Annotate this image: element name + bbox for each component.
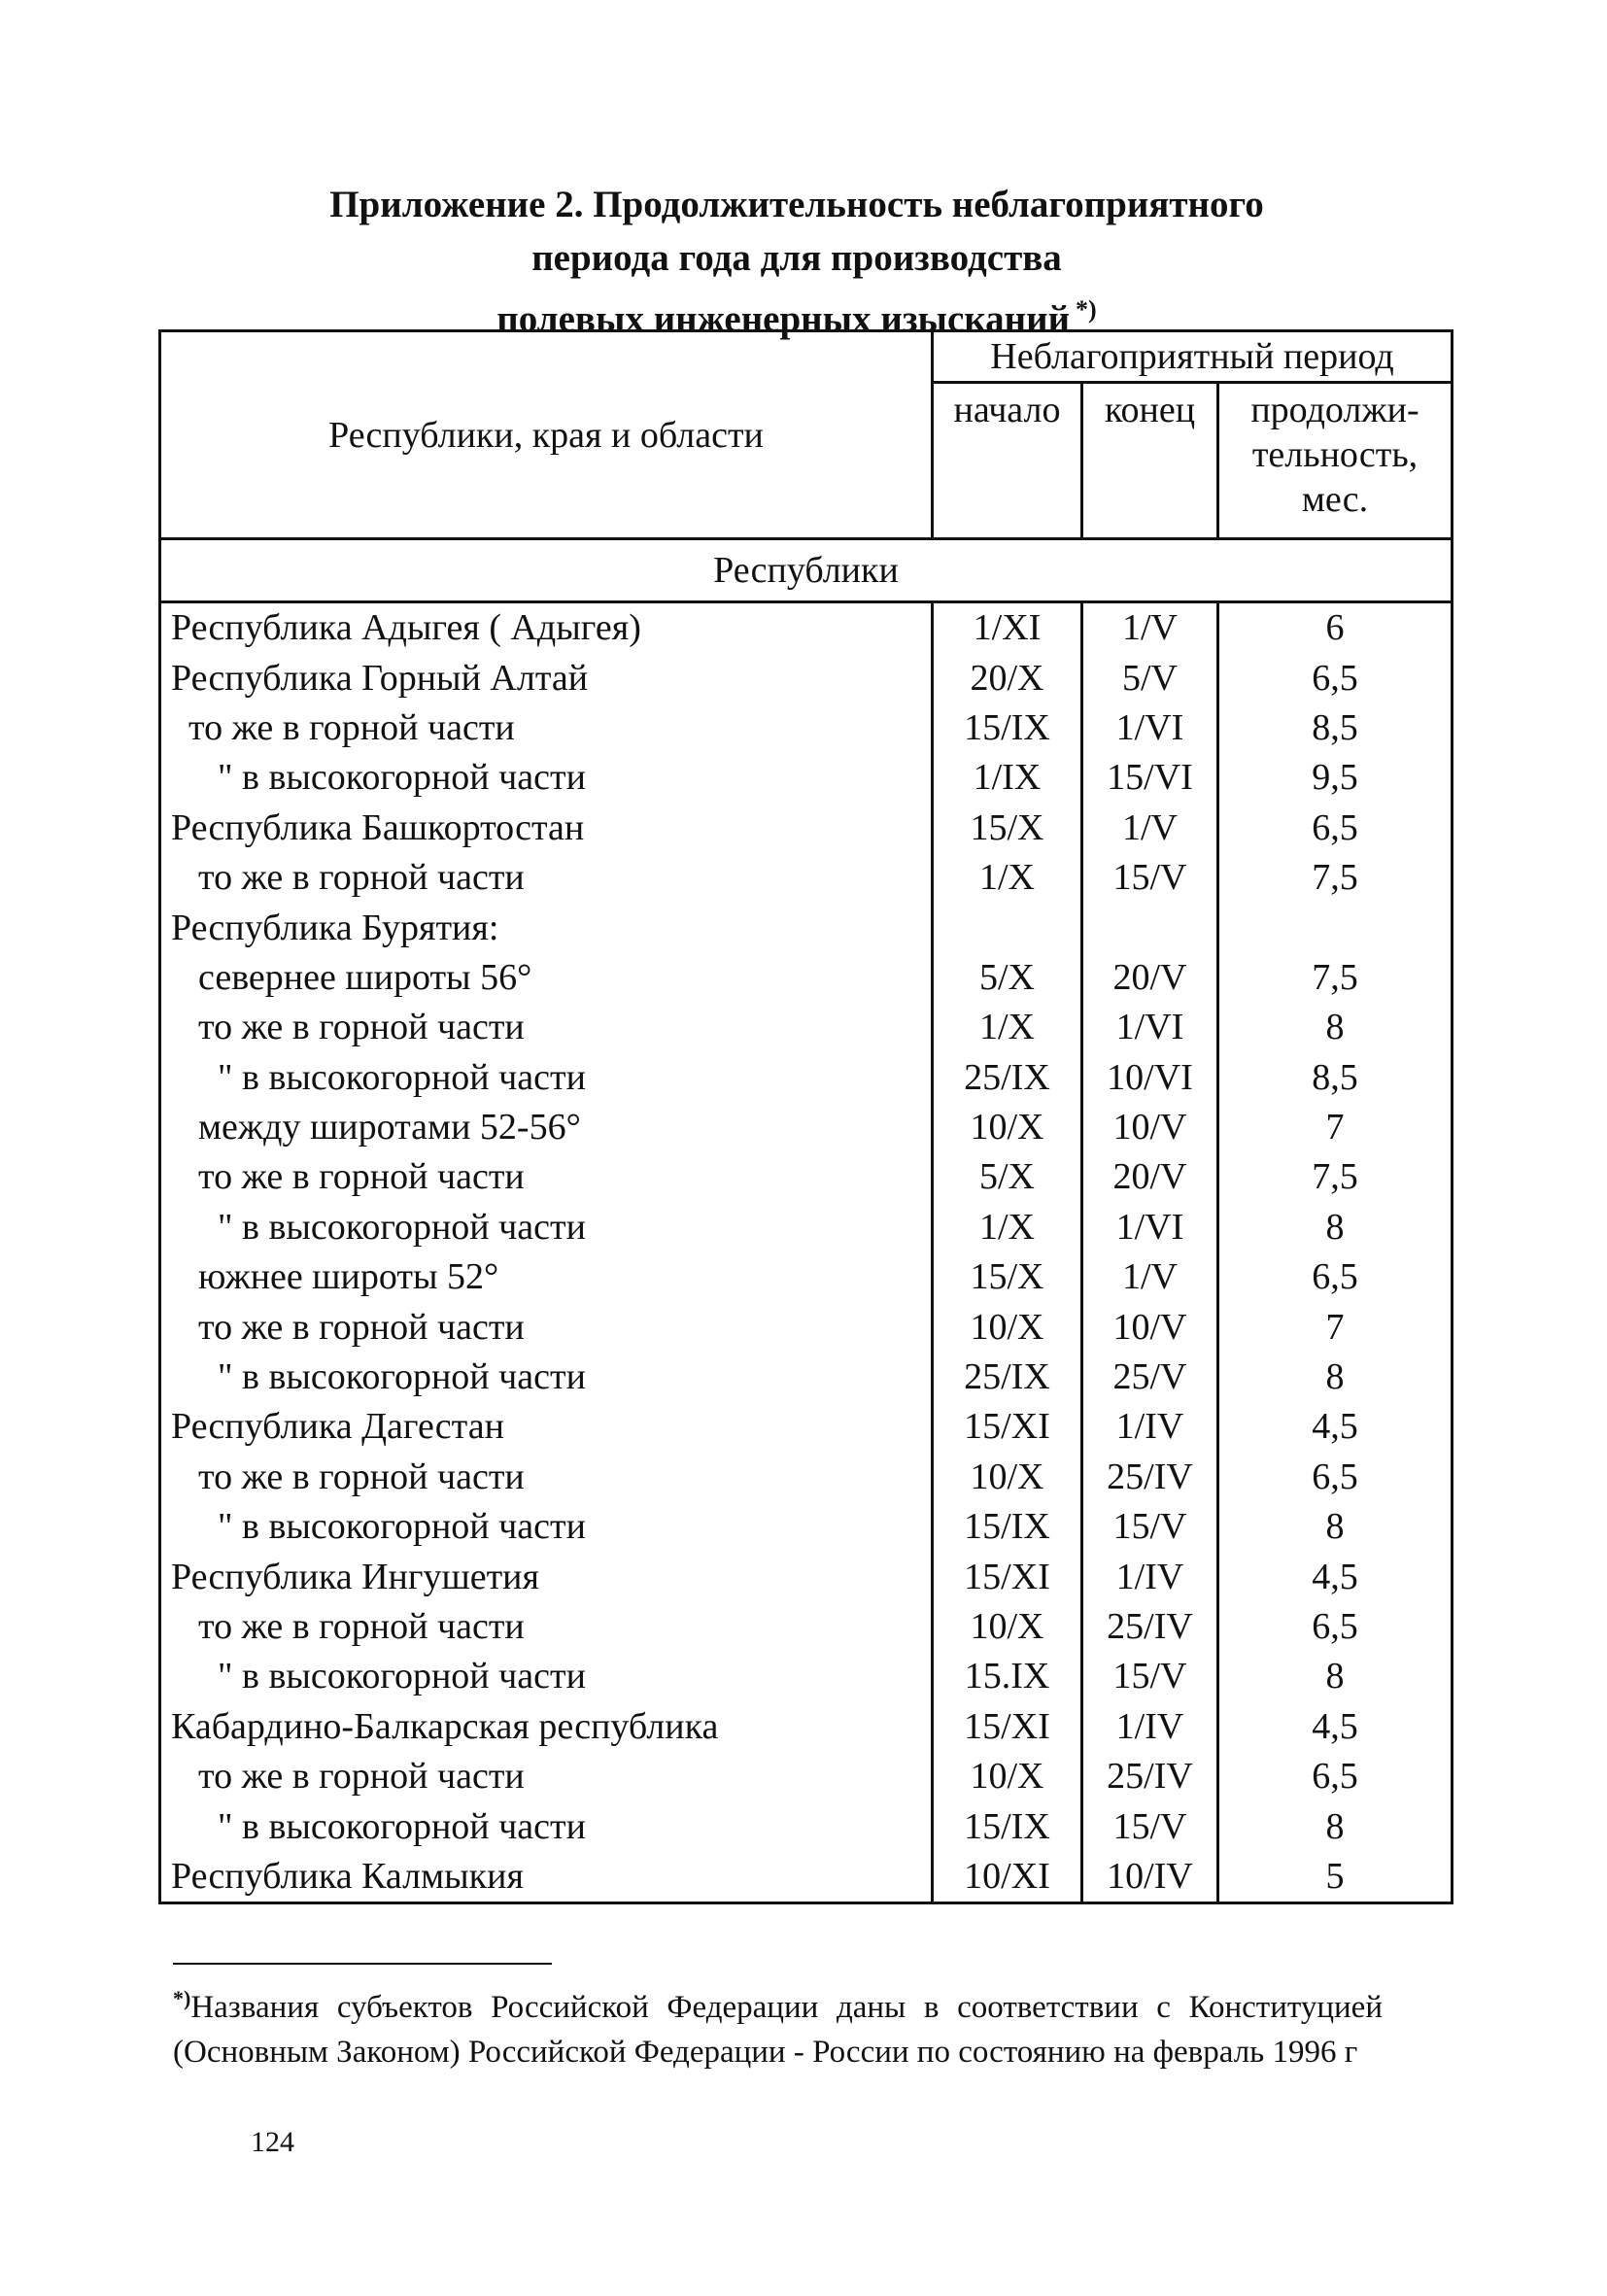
table-row <box>160 953 1453 1003</box>
region-name: " в высокогорной части <box>160 1652 933 1701</box>
period-duration: 5 <box>1218 1852 1453 1903</box>
region-name: Республика Калмыкия <box>160 1852 933 1903</box>
period-end: 1/V <box>1082 602 1218 654</box>
period-end: 20/V <box>1082 953 1218 1003</box>
period-end: 15/V <box>1082 1652 1218 1701</box>
table-row <box>160 1003 1453 1052</box>
region-name: Республика Горный Алтай <box>160 653 933 703</box>
period-duration: 7 <box>1218 1302 1453 1352</box>
period-end: 20/V <box>1082 1152 1218 1202</box>
period-duration: 6,5 <box>1218 1252 1453 1302</box>
table-body <box>160 602 1453 1903</box>
period-start: 15/IX <box>933 703 1082 753</box>
period-start: 15/XI <box>933 1552 1082 1601</box>
region-name: то же в горной части <box>160 1752 933 1801</box>
footnote-mark: *) <box>173 1986 191 2010</box>
period-end <box>1082 903 1218 952</box>
period-start: 15/XI <box>933 1402 1082 1452</box>
header-duration <box>1218 383 1453 539</box>
region-name: между широтами 52-56° <box>160 1103 933 1152</box>
period-start: 10/X <box>933 1453 1082 1502</box>
period-start: 10/X <box>933 1752 1082 1801</box>
table-row <box>160 1353 1453 1402</box>
period-end: 1/IV <box>1082 1702 1218 1752</box>
period-end: 15/V <box>1082 1801 1218 1851</box>
header-unfavorable-period: Неблагоприятный период <box>933 331 1453 383</box>
period-end: 10/V <box>1082 1103 1218 1152</box>
region-name: то же в горной части <box>160 703 933 753</box>
period-end: 1/V <box>1082 1252 1218 1302</box>
period-start: 10/X <box>933 1302 1082 1352</box>
period-start: 10/X <box>933 1602 1082 1652</box>
period-end: 1/IV <box>1082 1402 1218 1452</box>
period-duration: 4,5 <box>1218 1702 1453 1752</box>
period-start: 1/X <box>933 1203 1082 1252</box>
table-row <box>160 804 1453 853</box>
table-row <box>160 1852 1453 1903</box>
region-name: " в высокогорной части <box>160 1353 933 1402</box>
region-name: " в высокогорной части <box>160 753 933 803</box>
header-duration-line-1: продолжи- <box>1250 390 1419 430</box>
duration-table-wrapper <box>158 329 1451 1904</box>
period-start: 15/IX <box>933 1801 1082 1851</box>
title-line-2: периода года для производства <box>531 237 1062 279</box>
period-duration: 8 <box>1218 1003 1453 1052</box>
table-row <box>160 602 1453 654</box>
period-start: 15/X <box>933 804 1082 853</box>
period-duration: 8,5 <box>1218 1053 1453 1103</box>
table-row <box>160 1552 1453 1601</box>
region-name: то же в горной части <box>160 1003 933 1052</box>
region-name: Республика Башкортостан <box>160 804 933 853</box>
period-duration: 8,5 <box>1218 703 1453 753</box>
header-start: начало <box>933 383 1082 539</box>
section-republics: Республики <box>160 539 1453 602</box>
region-name: Республика Бурятия: <box>160 903 933 952</box>
period-duration: 6,5 <box>1218 1602 1453 1652</box>
region-name: Республика Ингушетия <box>160 1552 933 1601</box>
region-name: то же в горной части <box>160 1453 933 1502</box>
period-duration: 8 <box>1218 1203 1453 1252</box>
period-duration: 9,5 <box>1218 753 1453 803</box>
period-duration: 7 <box>1218 1103 1453 1152</box>
table-row <box>160 1801 1453 1851</box>
period-start: 25/IX <box>933 1053 1082 1103</box>
table-row <box>160 1502 1453 1552</box>
table-row <box>160 1053 1453 1103</box>
title-footnote-mark: *) <box>1076 295 1097 324</box>
period-end: 25/V <box>1082 1353 1218 1402</box>
period-end: 1/VI <box>1082 1003 1218 1052</box>
period-end: 10/IV <box>1082 1852 1218 1903</box>
region-name: " в высокогорной части <box>160 1203 933 1252</box>
table-row <box>160 1652 1453 1701</box>
period-duration: 8 <box>1218 1652 1453 1701</box>
period-end: 25/IV <box>1082 1602 1218 1652</box>
period-duration: 8 <box>1218 1353 1453 1402</box>
period-end: 15/VI <box>1082 753 1218 803</box>
title-line-3-text: полевых инженерных изысканий <box>496 298 1071 340</box>
period-end: 15/V <box>1082 853 1218 903</box>
table-row <box>160 903 1453 952</box>
period-duration: 6,5 <box>1218 1752 1453 1801</box>
period-start: 10/XI <box>933 1852 1082 1903</box>
period-duration: 6,5 <box>1218 653 1453 703</box>
period-duration: 6,5 <box>1218 1453 1453 1502</box>
unfavorable-period-table <box>158 329 1453 1904</box>
page-number: 124 <box>251 2126 294 2158</box>
period-start: 5/X <box>933 953 1082 1003</box>
header-region: Республики, края и области <box>160 331 933 539</box>
region-name: Республика Дагестан <box>160 1402 933 1452</box>
period-start: 1/X <box>933 853 1082 903</box>
period-duration: 7,5 <box>1218 953 1453 1003</box>
table-row <box>160 1702 1453 1752</box>
period-end: 5/V <box>1082 653 1218 703</box>
period-end: 15/V <box>1082 1502 1218 1552</box>
period-start: 1/IX <box>933 753 1082 803</box>
table-row <box>160 1752 1453 1801</box>
footnote-text: Названия субъектов Российской Федерации даны в соответствии с Конституцией (Основным Законом) Российской Федерации - России по состоянию на февраль 1996 г <box>173 1990 1383 2070</box>
title-line-1: Приложение 2. Продолжительность неблагоприятного <box>329 184 1264 225</box>
period-end: 10/V <box>1082 1302 1218 1352</box>
period-duration: 8 <box>1218 1801 1453 1851</box>
period-end: 1/IV <box>1082 1552 1218 1601</box>
period-end: 1/VI <box>1082 1203 1218 1252</box>
period-start: 15/X <box>933 1252 1082 1302</box>
period-start: 15.IX <box>933 1652 1082 1701</box>
region-name: то же в горной части <box>160 853 933 903</box>
period-start: 20/X <box>933 653 1082 703</box>
table-row <box>160 1453 1453 1502</box>
period-start <box>933 903 1082 952</box>
period-duration <box>1218 903 1453 952</box>
table-row <box>160 753 1453 803</box>
region-name: то же в горной части <box>160 1602 933 1652</box>
period-end: 10/VI <box>1082 1053 1218 1103</box>
period-end: 1/V <box>1082 804 1218 853</box>
period-start: 10/X <box>933 1103 1082 1152</box>
table-row <box>160 1402 1453 1452</box>
period-duration: 6,5 <box>1218 804 1453 853</box>
region-name: " в высокогорной части <box>160 1502 933 1552</box>
table-row <box>160 653 1453 703</box>
period-start: 25/IX <box>933 1353 1082 1402</box>
region-name: " в высокогорной части <box>160 1053 933 1103</box>
table-row <box>160 1103 1453 1152</box>
region-name: южнее широты 52° <box>160 1252 933 1302</box>
table-row <box>160 1203 1453 1252</box>
table-row <box>160 1152 1453 1202</box>
period-duration: 6 <box>1218 602 1453 654</box>
period-start: 1/XI <box>933 602 1082 654</box>
period-start: 15/XI <box>933 1702 1082 1752</box>
period-end: 1/VI <box>1082 703 1218 753</box>
header-end: конец <box>1082 383 1218 539</box>
region-name: " в высокогорной части <box>160 1801 933 1851</box>
table-row <box>160 703 1453 753</box>
period-start: 15/IX <box>933 1502 1082 1552</box>
footnote <box>173 1976 1383 2074</box>
table-row <box>160 1252 1453 1302</box>
footnote-divider <box>173 1963 552 1965</box>
table-row <box>160 1302 1453 1352</box>
period-duration: 7,5 <box>1218 1152 1453 1202</box>
region-name: то же в горной части <box>160 1152 933 1202</box>
table-row <box>160 1602 1453 1652</box>
period-start: 5/X <box>933 1152 1082 1202</box>
period-duration: 4,5 <box>1218 1402 1453 1452</box>
region-name: Кабардино-Балкарская республика <box>160 1702 933 1752</box>
header-duration-line-3: мес. <box>1301 479 1369 520</box>
period-duration: 8 <box>1218 1502 1453 1552</box>
period-duration: 4,5 <box>1218 1552 1453 1601</box>
period-end: 25/IV <box>1082 1453 1218 1502</box>
header-duration-line-2: тельность, <box>1251 434 1419 475</box>
period-start: 1/X <box>933 1003 1082 1052</box>
region-name: севернее широты 56° <box>160 953 933 1003</box>
table-row <box>160 853 1453 903</box>
region-name: Республика Адыгея ( Адыгея) <box>160 602 933 654</box>
period-end: 25/IV <box>1082 1752 1218 1801</box>
period-duration: 7,5 <box>1218 853 1453 903</box>
region-name: то же в горной части <box>160 1302 933 1352</box>
